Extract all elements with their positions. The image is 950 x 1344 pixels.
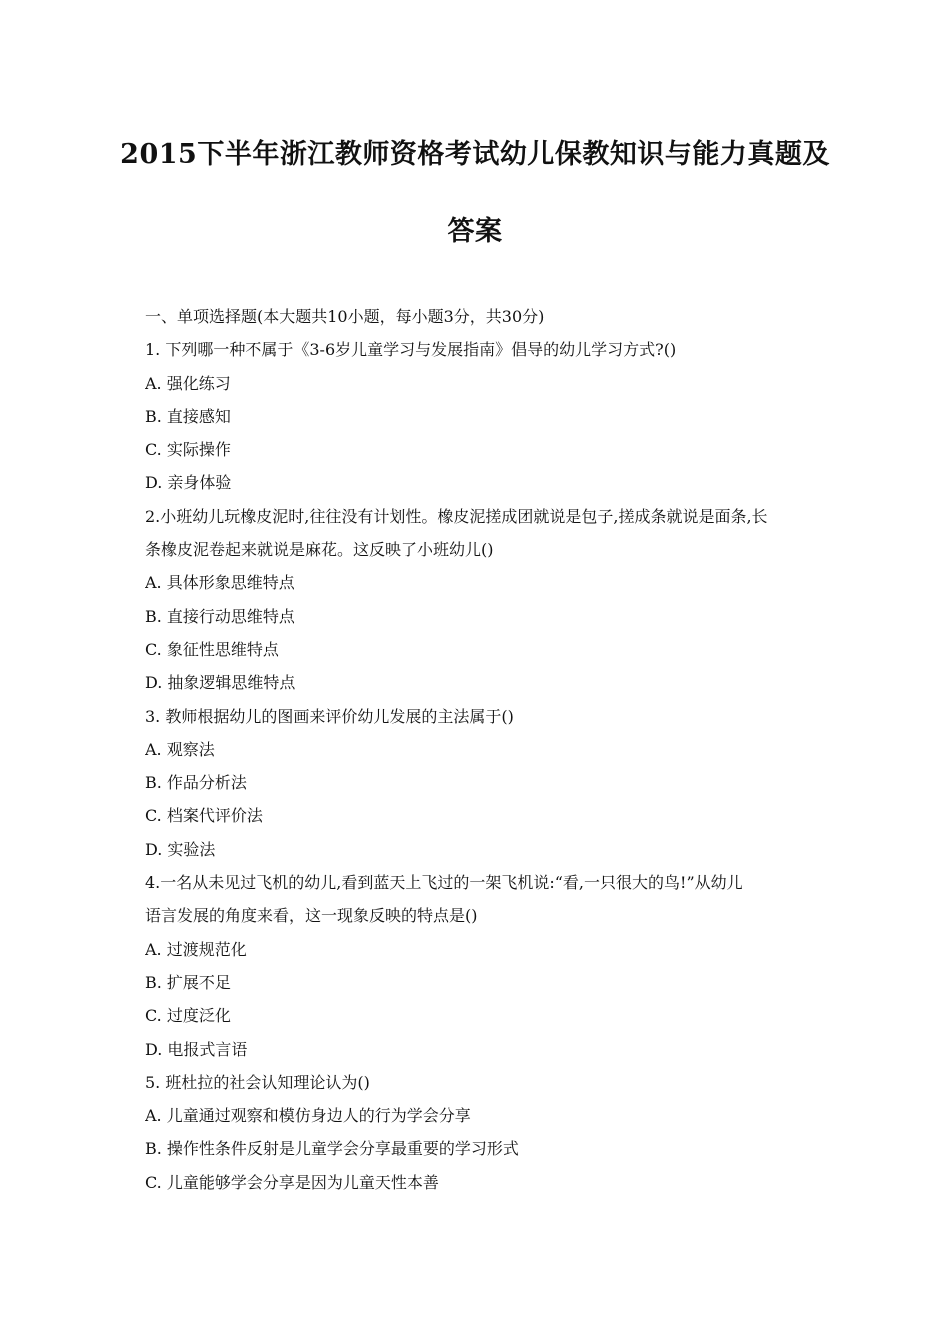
exam-content [145,300,815,1199]
option-c: C. 实际操作 [145,440,231,460]
option-c: C. 象征性思维特点 [145,639,279,659]
option-a: A. 观察法 [145,739,215,759]
option-c: C. 档案代评价法 [145,806,263,826]
question-3 [145,700,815,866]
option-b: B. 直接行动思维特点 [145,606,295,626]
option-b: B. 扩展不足 [145,972,231,992]
question-5 [145,1066,815,1199]
option-b: B. 直接感知 [145,406,231,426]
option-a: A. 过渡规范化 [145,939,247,959]
question-stem-continued: 语言发展的角度来看，这一现象反映的特点是() [145,906,478,926]
option-a: A. 具体形象思维特点 [145,573,295,593]
document-title-continued: 答案 [447,216,503,247]
option-c: C. 过度泛化 [145,1006,231,1026]
option-d: D. 电报式言语 [145,1039,248,1059]
question-2 [145,500,815,700]
option-a: A. 强化练习 [145,373,231,393]
option-b: B. 操作性条件反射是儿童学会分享最重要的学习形式 [145,1139,519,1159]
option-d: D. 实验法 [145,839,216,859]
question-stem: 2.小班幼儿玩橡皮泥时,往往没有计划性。橡皮泥搓成团就说是包子,搓成条就说是面条,长 [145,506,768,526]
document-title: 2015下半年浙江教师资格考试幼儿保教知识与能力真题及 [120,139,830,170]
question-stem: 3. 教师根据幼儿的图画来评价幼儿发展的主法属于() [145,706,514,726]
question-stem: 4.一名从未见过飞机的幼儿,看到蓝天上飞过的一架飞机说:“看,一只很大的鸟!”从幼儿 [145,873,743,893]
question-4 [145,866,815,1066]
option-d: D. 亲身体验 [145,473,232,493]
question-1 [145,333,815,499]
option-a: A. 儿童通过观察和模仿身边人的行为学会分享 [145,1106,471,1126]
option-d: D. 抽象逻辑思维特点 [145,673,296,693]
option-c: C. 儿童能够学会分享是因为儿童天性本善 [145,1172,439,1192]
question-stem: 1. 下列哪一种不属于《3-6岁儿童学习与发展指南》倡导的幼儿学习方式?() [145,340,677,360]
option-b: B. 作品分析法 [145,773,247,793]
question-stem-continued: 条橡皮泥卷起来就说是麻花。这反映了小班幼儿() [145,540,494,560]
question-stem: 5. 班杜拉的社会认知理论认为() [145,1072,370,1092]
section-heading: 一、单项选择题(本大题共10小题，每小题3分，共30分) [145,307,545,326]
